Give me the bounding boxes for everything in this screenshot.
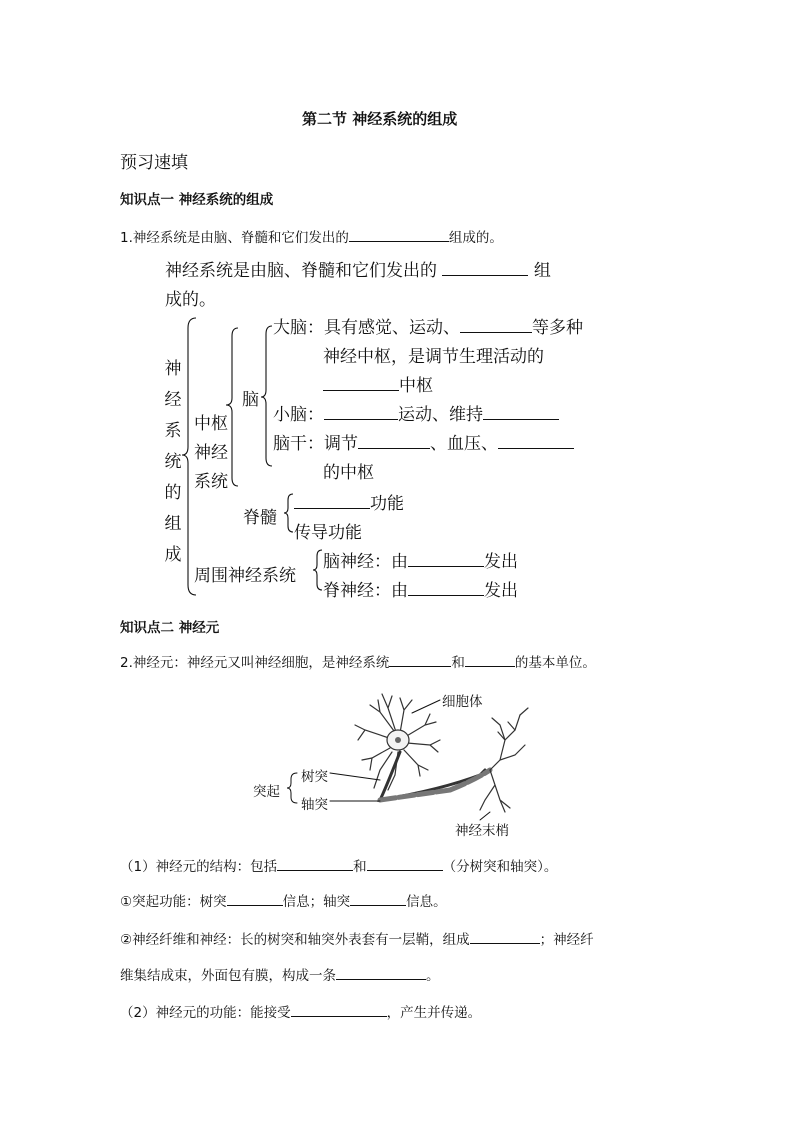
cerebrum-line-2: 神经中枢，是调节生理活动的 [323, 347, 544, 367]
q1-text: 1.神经系统是由脑、脊髓和它们发出的 [120, 230, 349, 246]
s3-blank-2[interactable] [336, 966, 426, 981]
label-dendrite: 树突 [301, 769, 328, 785]
s3-blank-1[interactable] [470, 930, 540, 945]
q2-text: 2.神经元：神经元又叫神经细胞，是神经系统 [120, 655, 390, 671]
spinal-label: 脊髓 [243, 508, 277, 528]
brain-label: 脑 [242, 390, 259, 410]
label-cell-body: 细胞体 [442, 694, 483, 710]
central-line: 神经 [194, 443, 228, 463]
s4-blank[interactable] [291, 1003, 387, 1018]
q1-suffix: 组成的。 [448, 230, 503, 246]
s1-text-b: 和 [353, 859, 367, 875]
s4-text: （2）神经元的功能：能接受 [120, 1005, 291, 1021]
s3-text: ②神经纤维和神经：长的树突和轴突外表套有一层鞘，组成 [120, 932, 470, 948]
spinal-nerve-text-b: 发出 [484, 581, 518, 601]
root-char: 成 [164, 545, 182, 565]
s3-text-c: 维集结成束，外面包有膜，构成一条 [120, 968, 336, 984]
label-process: 突起 [253, 784, 280, 800]
root-char: 系 [164, 421, 182, 441]
process-function-line [120, 890, 447, 910]
s1-blank-2[interactable] [367, 857, 443, 872]
repeat-text: 神经系统是由脑、脊髓和它们发出的 [165, 261, 437, 281]
root-char: 组 [164, 514, 182, 534]
nucleus-shape [395, 737, 401, 743]
repeat-line-2: 成的。 [165, 290, 216, 310]
knowledge-point-2: 知识点二 神经元 [120, 620, 220, 636]
s2-text-b: 信息；轴突 [282, 894, 351, 910]
fiber-line-2 [120, 964, 440, 984]
s2-blank-1[interactable] [227, 892, 283, 907]
cerebellum-text: 小脑： [273, 405, 324, 425]
label-axon: 轴突 [301, 797, 328, 813]
cranial-text-b: 发出 [484, 552, 518, 572]
q2-text-b: 和 [451, 655, 465, 671]
s2-blank-2[interactable] [350, 892, 406, 907]
label-terminal: 神经末梢 [455, 823, 509, 839]
spinal-line-2: 传导功能 [294, 523, 362, 543]
structure-line [120, 855, 557, 875]
spinal-nerve-text: 脊神经：由 [323, 581, 408, 601]
s1-blank-1[interactable] [277, 857, 353, 872]
root-char: 统 [164, 452, 182, 472]
central-line: 中枢 [194, 414, 228, 434]
cerebrum-text-b: 等多种 [532, 318, 583, 338]
s1-text: （1）神经元的结构：包括 [120, 859, 278, 875]
cranial-text: 脑神经：由 [323, 552, 408, 572]
knowledge-point-1: 知识点一 神经系统的组成 [120, 192, 274, 208]
s4-text-b: ，产生并传递。 [386, 1005, 482, 1021]
repeat-end: 组 [533, 261, 551, 281]
central-line: 系统 [194, 472, 228, 492]
brainstem-line-2: 的中枢 [323, 463, 374, 483]
brainstem-text: 脑干：调节 [273, 434, 358, 454]
root-char: 神 [164, 359, 182, 379]
spinal-text: 功能 [370, 494, 404, 514]
cerebrum-text: 大脑：具有感觉、运动、 [273, 318, 460, 338]
root-char: 经 [164, 390, 182, 410]
page-title: 第二节 神经系统的组成 [302, 110, 458, 128]
section-heading: 预习速填 [120, 153, 188, 173]
s1-text-c: （分树突和轴突）。 [442, 859, 558, 875]
function-line [120, 1001, 481, 1021]
cerebellum-text-b: 运动、维持 [398, 405, 483, 425]
brainstem-text-b: 、血压、 [430, 434, 498, 454]
s3-text-b: ；神经纤 [539, 932, 594, 948]
s2-text-c: 信息。 [406, 894, 447, 910]
s2-text: ①突起功能：树突 [120, 894, 227, 910]
q2-text-c: 的基本单位。 [514, 655, 596, 671]
s3-text-d: 。 [426, 968, 440, 984]
cerebrum-text-c: 中枢 [399, 376, 433, 396]
fiber-line-1 [120, 928, 594, 948]
peripheral-label: 周围神经系统 [194, 566, 296, 586]
root-char: 的 [164, 483, 182, 503]
